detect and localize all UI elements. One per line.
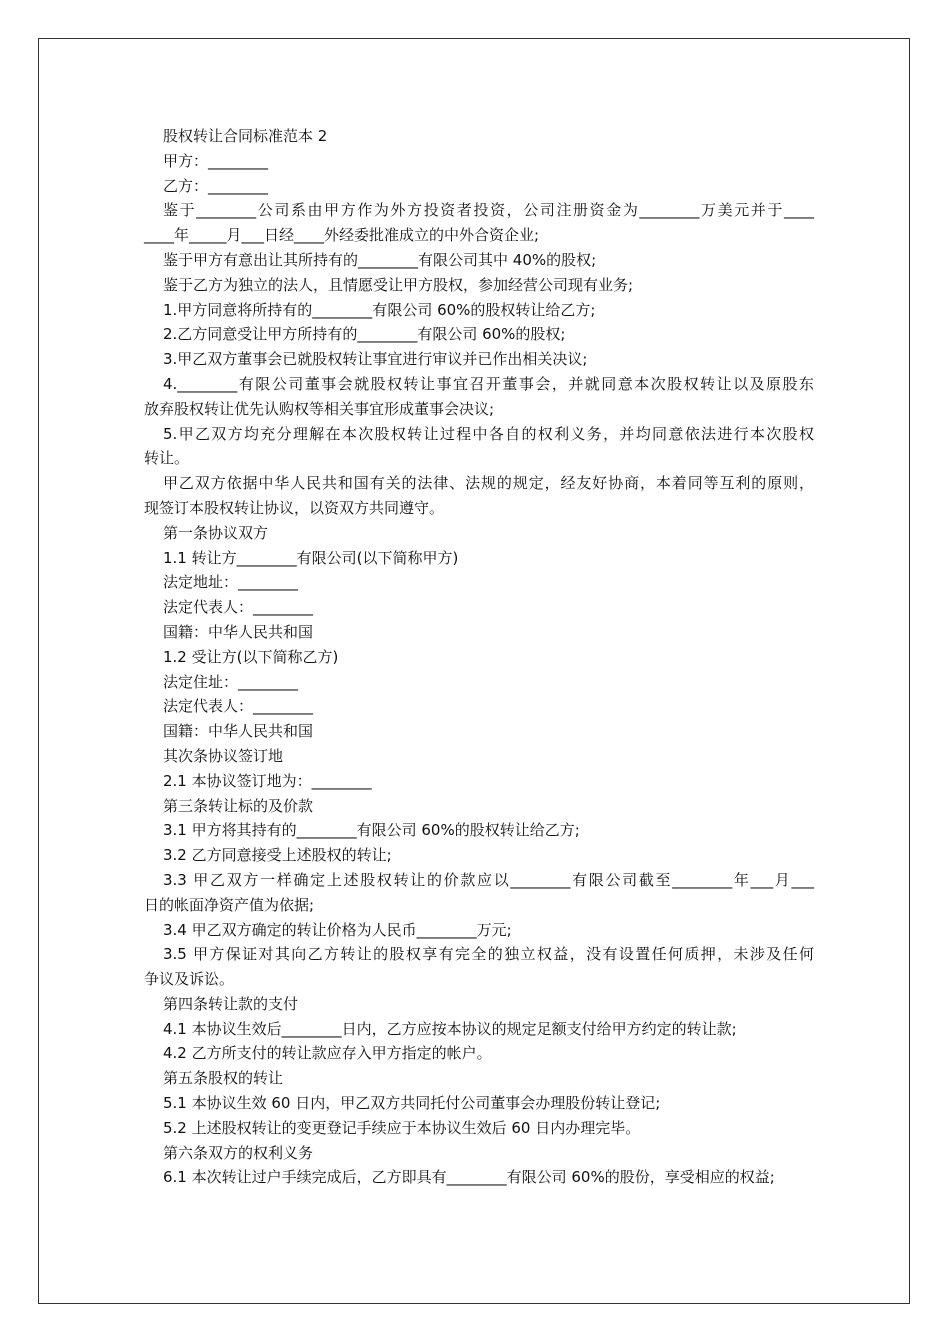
contract-body [144,124,814,1190]
paragraph-line: 3.1 甲方将其持有的________有限公司 60%的股权转让给乙方; [163,821,580,840]
paragraph-line: 第三条转让标的及价款 [163,796,314,815]
paragraph-line: 3.2 乙方同意接受上述股权的转让; [163,846,392,865]
paragraph-line: 日的帐面净资产值为依据; [144,895,315,914]
paragraph-line: 第六条双方的权利义务 [163,1143,314,1162]
paragraph-line: 鉴于乙方为独立的法人，且情愿受让甲方股权，参加经营公司现有业务; [163,275,634,294]
paragraph-line: 乙方：________ [163,176,269,195]
paragraph-line: 法定代表人：________ [163,697,314,716]
paragraph-line: 国籍：中华人民共和国 [163,722,314,741]
paragraph-line: ____年_____月___日经____外经委批准成立的中外合资企业; [144,226,540,245]
paragraph-line: 现签订本股权转让协议，以资双方共同遵守。 [144,498,445,517]
paragraph-line: 第五条股权的转让 [163,1069,284,1088]
paragraph-line: 3.4 甲乙双方确定的转让价格为人民币________万元; [163,920,512,939]
paragraph-line: 鉴于________公司系由甲方作为外方投资者投资，公司注册资金为________万美元并于____ [163,201,814,220]
paragraph-line: 转让。 [144,449,190,468]
paragraph-line: 5.1 本协议生效 60 日内，甲乙双方共同托付公司董事会办理股份转让登记; [163,1094,661,1113]
paragraph-line: 法定代表人：________ [163,598,314,617]
paragraph-line: 3.5 甲方保证对其向乙方转让的股权享有完全的独立权益，没有设置任何质押，未涉及任何 [163,945,814,964]
paragraph-line: 4.1 本协议生效后________日内，乙方应按本协议的规定足额支付给甲方约定的转让款; [163,1019,737,1038]
paragraph-line: 4.________有限公司董事会就股权转让事宜召开董事会，并就同意本次股权转让以及原股东 [163,374,814,393]
paragraph-line: 1.2 受让方(以下简称乙方) [163,647,339,666]
paragraph-line: 法定地址：________ [163,573,299,592]
paragraph-line: 1.1 转让方________有限公司(以下简称甲方) [163,548,459,567]
paragraph-line: 5.甲乙双方均充分理解在本次股权转让过程中各自的权利义务，并均同意依法进行本次股权 [163,424,814,443]
paragraph-line: 甲方：________ [163,151,269,170]
paragraph-line: 法定住址：________ [163,672,299,691]
paragraph-line: 鉴于甲方有意出让其所持有的________有限公司其中 40%的股权; [163,250,597,269]
paragraph-line: 6.1 本次转让过户手续完成后，乙方即具有________有限公司 60%的股份，享受相应的权益; [163,1168,775,1187]
paragraph-line: 3.甲乙双方董事会已就股权转让事宜进行审议并已作出相关决议; [163,350,588,369]
paragraph-line: 第一条协议双方 [163,523,269,542]
paragraph-line: 甲乙双方依据中华人民共和国有关的法律、法规的规定，经友好协商，本着同等互利的原则， [163,474,814,493]
paragraph-line: 第四条转让款的支付 [163,994,299,1013]
paragraph-line: 其次条协议签订地 [163,746,284,765]
paragraph-line: 2.乙方同意受让甲方所持有的________有限公司 60%的股权; [163,325,566,344]
paragraph-line: 争议及诉讼。 [144,970,235,989]
paragraph-line: 国籍：中华人民共和国 [163,622,314,641]
paragraph-line: 放弃股权转让优先认购权等相关事宜形成董事会决议; [144,399,495,418]
paragraph-line: 4.2 乙方所支付的转让款应存入甲方指定的帐户。 [163,1044,492,1063]
paragraph-line: 股权转让合同标准范本 2 [163,127,328,145]
paragraph-line: 1.甲方同意将所持有的________有限公司 60%的股权转让给乙方; [163,300,596,319]
paragraph-line: 5.2 上述股权转让的变更登记手续应于本协议生效后 60 日内办理完毕。 [163,1118,641,1137]
paragraph-line: 3.3 甲乙双方一样确定上述股权转让的价款应以________有限公司截至________年___月___ [163,870,814,889]
paragraph-line: 2.1 本协议签订地为：________ [163,771,372,790]
